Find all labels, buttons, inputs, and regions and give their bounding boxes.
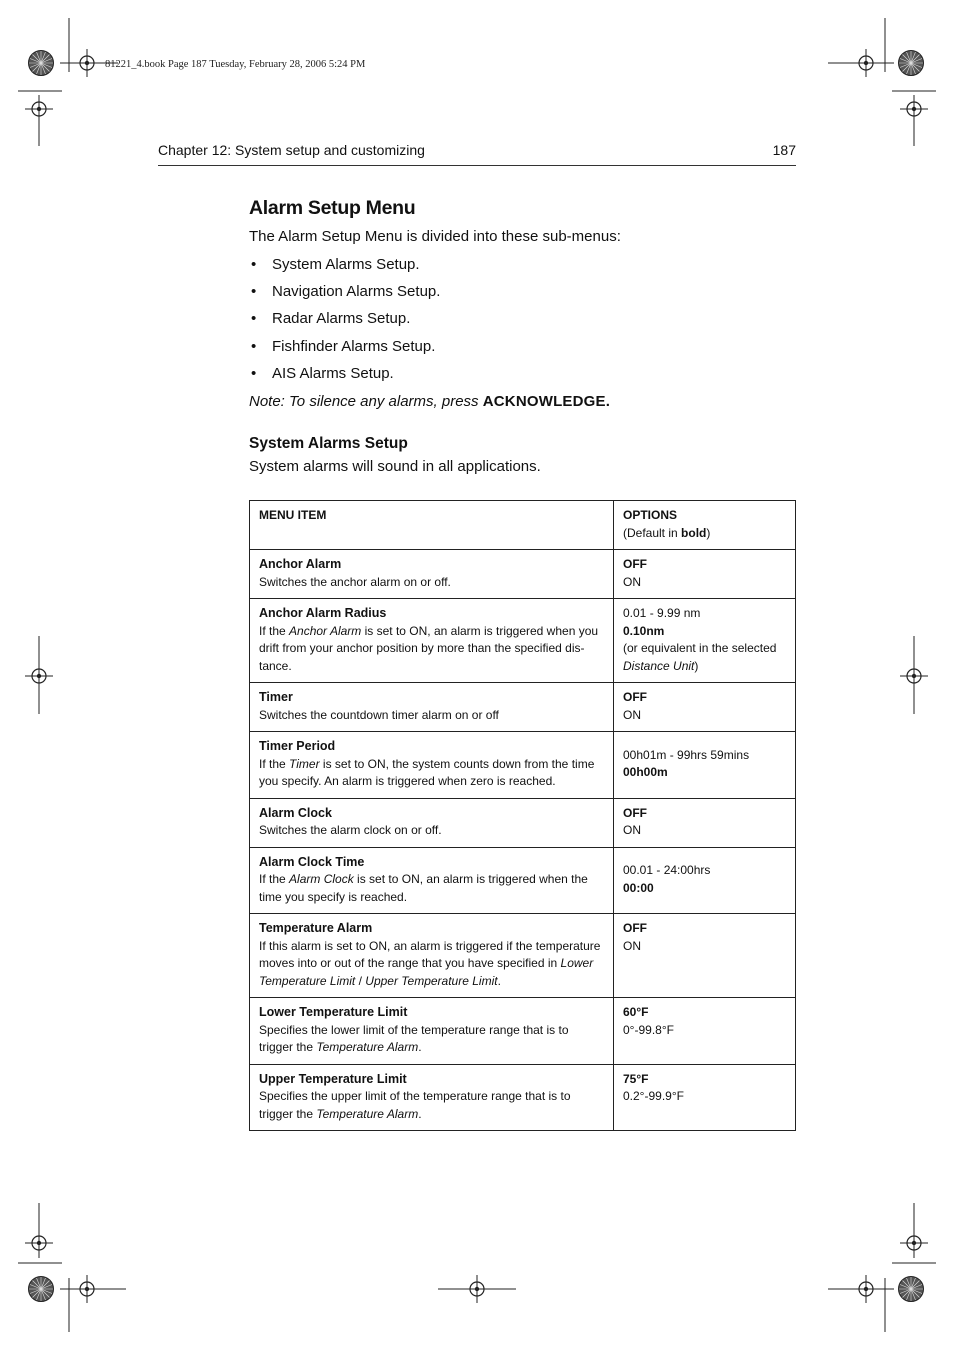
option-value: ON (623, 823, 641, 837)
desc-text: If the (259, 756, 290, 771)
list-item: • System Alarms Setup. (249, 256, 440, 283)
item-name: Alarm Clock (259, 805, 332, 820)
section-title: System Alarms Setup (249, 435, 408, 452)
option-default: OFF (623, 805, 647, 820)
note-text: Note: To silence any alarms, press (249, 393, 483, 410)
option-value: ON (623, 938, 641, 953)
desc-reference: Temperature Alarm (316, 1040, 419, 1054)
option-range: 0.01 - 9.99 nm (623, 606, 701, 620)
item-description: Switches the countdown timer alarm on or off (259, 707, 499, 722)
option-range: 0°-99.8°F (623, 1022, 674, 1037)
option-range: 00h01m - 99hrs 59mins (623, 747, 750, 762)
intro-text: The Alarm Setup Menu is divided into these sub-menus: (249, 228, 621, 245)
option-default: OFF (623, 690, 647, 704)
item-description: Switches the anchor alarm on or off. (259, 574, 451, 589)
table-row (250, 798, 796, 847)
item-description (259, 1022, 604, 1057)
submenu-list (249, 256, 440, 392)
section-intro: System alarms will sound in all applications. (249, 458, 541, 475)
page-number: 187 (772, 142, 796, 158)
default-note-pre: (Default in (623, 525, 682, 540)
item-name: Timer (259, 690, 293, 704)
item-description (259, 756, 604, 791)
option-default: OFF (623, 557, 647, 571)
desc-reference: Anchor Alarm (289, 623, 362, 638)
option-range: 0.2°-99.9°F (623, 1089, 684, 1103)
column-header-options: OPTIONS (623, 508, 678, 522)
option-default: 75°F (623, 1071, 649, 1086)
option-default: 60°F (623, 1005, 649, 1019)
table-header-row (250, 501, 796, 550)
item-description: Switches the alarm clock on or off. (259, 823, 442, 837)
item-description (259, 938, 604, 991)
item-name: Temperature Alarm (259, 921, 373, 935)
page-title: Alarm Setup Menu (249, 197, 416, 219)
default-note-bold: bold (681, 525, 707, 540)
option-note (623, 640, 786, 675)
option-note-text: (or equivalent in the selected (623, 641, 777, 655)
option-default: 0.10nm (623, 623, 665, 638)
book-info: 81221_4.book Page 187 Tuesday, February 28, 2006 5:24 PM (105, 59, 366, 70)
item-name: Alarm Clock Time (259, 854, 365, 869)
default-note-post: ) (706, 525, 711, 540)
item-name: Timer Period (259, 739, 336, 753)
desc-reference: Timer (289, 756, 320, 771)
desc-text: is set to ON, an alarm is triggered when you drift from your anchor position by more than the specified dis-tance. (259, 623, 599, 673)
item-name: Anchor Alarm (259, 557, 342, 571)
item-name: Anchor Alarm Radius (259, 606, 387, 620)
desc-text: If the (259, 623, 290, 638)
table-row (250, 599, 796, 683)
option-range: 00.01 - 24:00hrs (623, 863, 711, 878)
table-row (250, 732, 796, 799)
table-row (250, 914, 796, 998)
table-row (250, 550, 796, 599)
option-note-text: ) (694, 658, 699, 673)
desc-text: Specifies the lower limit of the temperature range that is to trigger the (259, 1022, 569, 1054)
option-default: 00h00m (623, 765, 668, 780)
desc-text: . (418, 1040, 422, 1054)
item-description (259, 623, 604, 676)
item-description (259, 1088, 604, 1123)
list-item: • AIS Alarms Setup. (249, 365, 440, 392)
option-note-reference: Distance Unit (623, 658, 695, 673)
alarm-settings-table (249, 500, 796, 1131)
list-item: • Radar Alarms Setup. (249, 310, 440, 337)
option-value: ON (623, 574, 641, 589)
option-value: ON (623, 707, 641, 722)
item-name: Lower Temperature Limit (259, 1005, 408, 1019)
desc-reference: Temperature Alarm (316, 1106, 419, 1121)
option-default: OFF (623, 921, 647, 935)
desc-reference: Lower Temperature Limit (259, 956, 594, 988)
desc-text: is set to ON, the system counts down from the time you specify. An alarm is triggered when zero is reached. (259, 756, 595, 788)
item-description (259, 871, 604, 906)
desc-text: . (418, 1106, 422, 1121)
table-row (250, 847, 796, 914)
option-default: 00:00 (623, 880, 654, 895)
default-note (623, 525, 786, 543)
note-key: ACKNOWLEDGE. (482, 393, 611, 410)
table-row (250, 1064, 796, 1131)
desc-text: If this alarm is set to ON, an alarm is triggered if the temperature moves into or out of the range that you have specified in (259, 938, 601, 970)
desc-text: If the (259, 872, 290, 886)
running-header (158, 142, 796, 166)
table-row (250, 683, 796, 732)
chapter-title: Chapter 12: System setup and customizing (158, 142, 425, 158)
desc-separator: / (355, 973, 366, 988)
desc-text: Specifies the upper limit of the temperature range that is to trigger the (259, 1089, 571, 1121)
list-item: • Fishfinder Alarms Setup. (249, 338, 440, 365)
desc-text: . (497, 973, 501, 988)
table-row (250, 998, 796, 1065)
desc-reference: Alarm Clock (289, 872, 354, 886)
note (249, 393, 610, 410)
item-name: Upper Temperature Limit (259, 1071, 407, 1086)
column-header-menu-item: MENU ITEM (259, 508, 327, 522)
list-item: • Navigation Alarms Setup. (249, 283, 440, 310)
desc-text: is set to ON, an alarm is triggered when the time you specify is reached. (259, 872, 588, 904)
desc-reference: Upper Temperature Limit (365, 973, 498, 988)
